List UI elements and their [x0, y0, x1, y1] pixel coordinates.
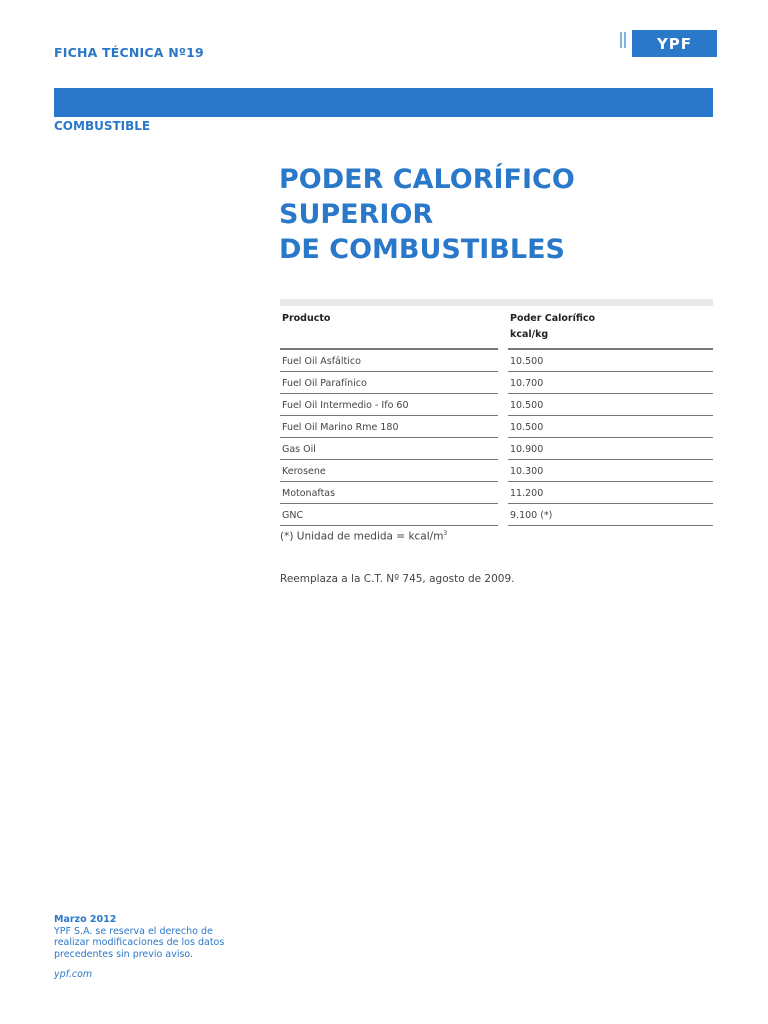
cell-product: Fuel Oil Intermedio - Ifo 60	[280, 394, 498, 416]
website-link[interactable]: ypf.com	[54, 969, 93, 980]
header-bar	[54, 88, 713, 117]
cell-value: 9.100 (*)	[508, 504, 713, 526]
footer-disclaimer: YPF S.A. se reserva el derecho de realizar modificaciones de los datos precedentes sin previo aviso.	[54, 925, 225, 960]
cell-value: 10.900	[508, 438, 713, 460]
table-row	[280, 394, 713, 416]
page-title	[279, 162, 575, 267]
unit-note	[280, 530, 447, 543]
table-row	[280, 416, 713, 438]
cell-product: Gas Oil	[280, 438, 498, 460]
ypf-logo	[620, 30, 717, 57]
cell-product: Fuel Oil Parafínico	[280, 372, 498, 394]
cell-product: GNC	[280, 504, 498, 526]
cell-value: 10.500	[508, 416, 713, 438]
header-value-label: Poder Calorífico	[510, 313, 596, 324]
note-sup: 3	[443, 530, 448, 537]
table-row	[280, 504, 713, 526]
header-value-unit: kcal/kg	[510, 329, 549, 340]
cell-product: Fuel Oil Asfáltico	[280, 350, 498, 372]
header-value	[508, 308, 713, 350]
table-row	[280, 350, 713, 372]
cell-value: 10.700	[508, 372, 713, 394]
table-row	[280, 438, 713, 460]
table-row	[280, 460, 713, 482]
logo-text: YPF	[632, 30, 717, 57]
table-row	[280, 372, 713, 394]
note-text: (*) Unidad de medida = kcal/m	[280, 530, 444, 543]
cell-value: 10.500	[508, 394, 713, 416]
table-top-band	[280, 299, 713, 306]
header-product: Producto	[280, 308, 498, 350]
cell-value: 10.300	[508, 460, 713, 482]
cell-value: 10.500	[508, 350, 713, 372]
cell-product: Fuel Oil Marino Rme 180	[280, 416, 498, 438]
title-line: SUPERIOR	[279, 199, 434, 230]
footer-date: Marzo 2012	[54, 914, 117, 925]
cell-value: 11.200	[508, 482, 713, 504]
ficha-number: FICHA TÉCNICA Nº19	[54, 45, 204, 60]
cell-product: Kerosene	[280, 460, 498, 482]
cell-product: Motonaftas	[280, 482, 498, 504]
replaces-note: Reemplaza a la C.T. Nº 745, agosto de 2009.	[280, 573, 515, 585]
category-label: COMBUSTIBLE	[54, 119, 151, 133]
table-row	[280, 482, 713, 504]
title-line: DE COMBUSTIBLES	[279, 234, 565, 265]
table-header	[280, 308, 713, 350]
calorific-table	[270, 308, 723, 526]
title-line: PODER CALORÍFICO	[279, 164, 575, 195]
footer	[54, 914, 234, 960]
flag-icon	[620, 32, 626, 48]
